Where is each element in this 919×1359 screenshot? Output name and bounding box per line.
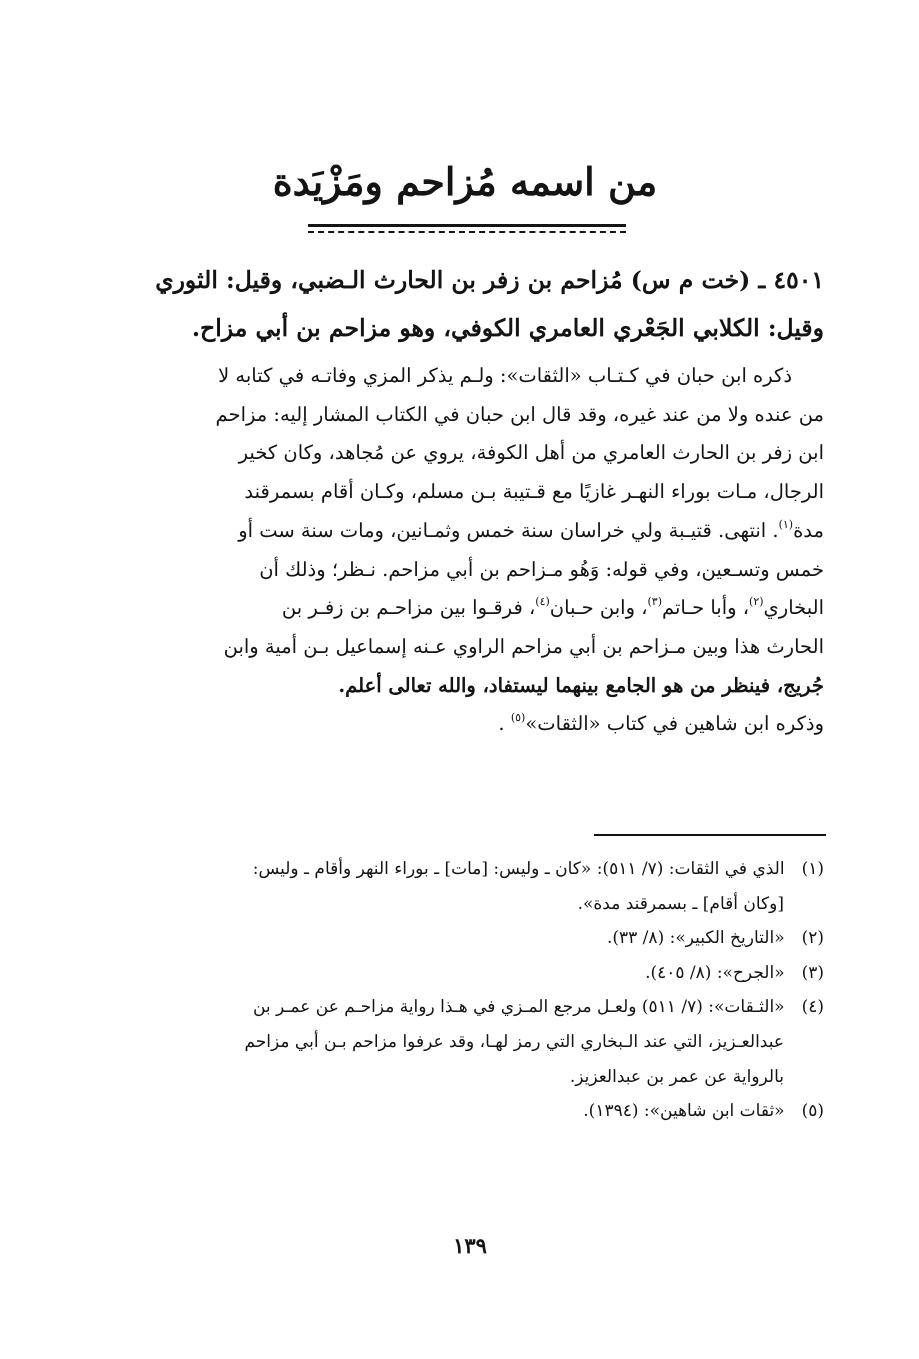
footnote-5 (112, 1094, 824, 1129)
footnote-marker-4: (٤) (535, 595, 550, 609)
footnote-text: «الجرح»: (٨/ ٤٠٥). (645, 962, 785, 983)
entry-heading-line-1: ٤٥٠١ ـ (خت م س) مُزاحم بن زفر بن الحارث الـضبي، وقيل: الثوري (155, 266, 824, 294)
page-number: ١٣٩ (453, 1233, 487, 1258)
footnote-text-continued: بالرواية عن عمر بن عبدالعزيز. (569, 1066, 784, 1087)
footnotes (112, 852, 824, 1129)
footnote-number: (٣) (801, 962, 824, 983)
biography-entry-heading (112, 256, 824, 352)
body-line-8: الحارث هذا وبين مـزاحم بن أبي مزاحم الراوي عـنه إسماعيل بـن أمية وابن (223, 634, 824, 658)
footnote-marker-3: (٣) (647, 595, 663, 609)
body-line-5 (112, 512, 824, 551)
footnote-number: (٥) (801, 1101, 824, 1122)
footnote-text: «الثـقات»: (٧/ ٥١١) ولعـل مرجع المـزي في هـذا رواية مزاحـم عن عمـر بن (252, 997, 785, 1018)
footnote-number: (٤) (801, 997, 824, 1018)
body-line-1: ذكره ابن حبان في كـتـاب «الثقات»: ولـم يذكر المزي وفاتـه في كتابه لا (218, 364, 792, 387)
footnote-text-continued: عبدالعـزيز، التي عند الـبخاري التي رمز لهـا، وقد عرفوا مزاحم بـن أبي مزاحم (244, 1031, 784, 1052)
footnote-3 (112, 956, 824, 991)
body-line-10-text: وذكره ابن شاهين في كتاب «الثقات» (525, 712, 824, 736)
body-line-9: جُريج، فينظر من هو الجامع بينهما ليستفاد، والله تعالى أعلم. (338, 673, 824, 697)
body-text (112, 357, 824, 744)
footnote-number: (١) (801, 859, 824, 879)
body-line-7-part-b: ، وأبا حـاتم (662, 596, 750, 620)
entry-heading-line-2: وقيل: الكلابي الجَعْري العامري الكوفي، وهو مزاحم بن أبي مزاح. (191, 314, 824, 342)
body-line-2: من عنده ولا من عند غيره، وقد قال ابن حبان في الكتاب المشار إليه: مزاحم (215, 402, 824, 426)
body-line-3: ابن زفر بن الحارث العامري من أهل الكوفة، يروي عن مُجاهد، وكان كخير (238, 441, 824, 465)
body-line-7-part-d: ، فرقـوا بين مزاحـم بن زفـر بن (281, 596, 536, 620)
footnote-1 (112, 852, 824, 921)
footnote-marker-2: (٢) (749, 595, 764, 609)
footnote-text-continued: [وكان أقام] ـ بسمرقند مدة». (577, 893, 784, 914)
footnote-number: (٢) (801, 928, 824, 949)
footnote-text: «ثقات ابن شاهين»: (١٣٩٤). (583, 1101, 785, 1122)
body-line-7-part-c: ، وابن حـبان (549, 596, 648, 620)
body-line-7-part-a: البخاري (763, 596, 824, 620)
footnote-marker-1: (١) (778, 517, 794, 531)
body-line-4: الرجال، مـات بوراء النهـر غازيًا مع قـتيبة بـن مسلم، وكـان أقام بسمرقند (244, 480, 824, 504)
body-line-5-rest: . انتهى. قتيـبة ولي خراسان سنة خمس وثمـانين، ومات سنة ست أو (238, 518, 779, 542)
section-title: من اسمه مُزاحم ومَزْيَدة (272, 159, 658, 204)
body-line-7 (112, 589, 824, 628)
footnote-4 (112, 990, 824, 1094)
footnote-marker-5: (٥) (510, 711, 526, 725)
body-line-10-end: . (498, 712, 505, 736)
footnote-separator (594, 834, 826, 836)
footnote-2 (112, 921, 824, 956)
footnote-text: الذي في الثقات: (٧/ ٥١١): «كان ـ وليس: [مات] ـ بوراء النهر وأقام ـ وليس: (252, 859, 785, 879)
footnote-text: «التاريخ الكبير»: (٨/ ٣٣). (606, 928, 785, 949)
body-line-6: خمس وتسـعين، وفي قوله: وَهُو مـزاحم بن أبي مزاحم. نـظر؛ وذلك أن (259, 557, 824, 581)
body-line-5-start: مدة (793, 518, 824, 542)
body-line-10 (112, 705, 824, 744)
title-underline (308, 224, 626, 233)
